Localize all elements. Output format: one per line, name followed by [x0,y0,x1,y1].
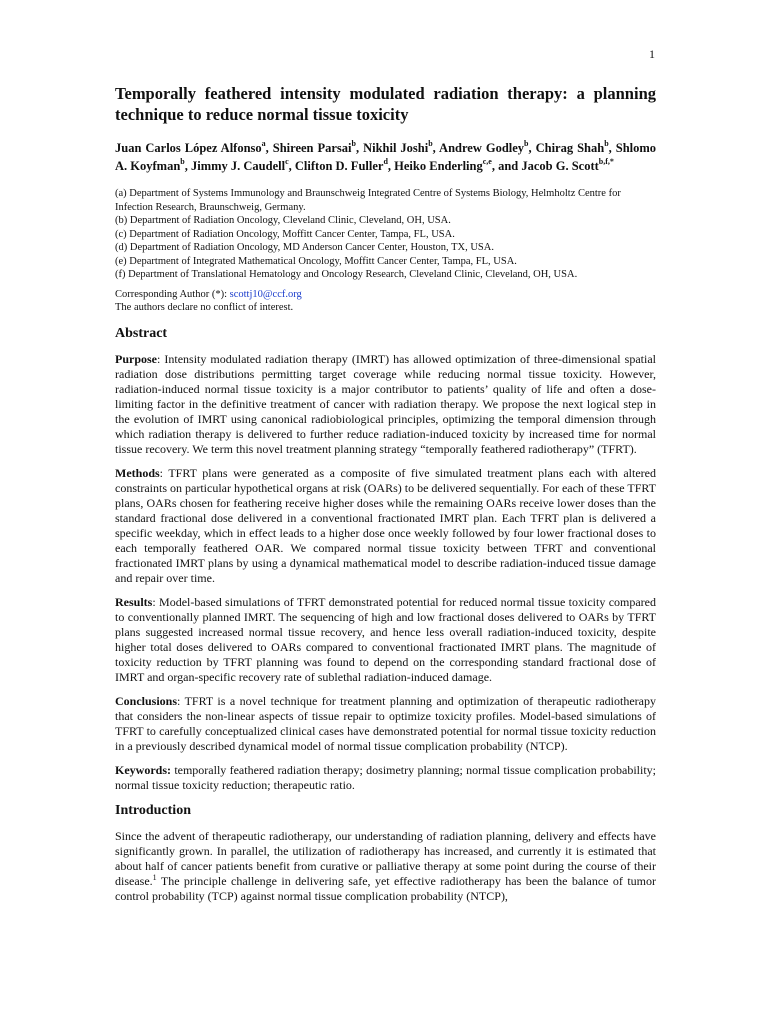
author-affiliation-mark: d [383,156,388,166]
author: Chirag Shah [535,141,605,155]
label-separator: : [152,594,160,609]
section-label: Keywords: [115,762,171,777]
affiliation-list [115,187,656,282]
corresponding-label: Corresponding Author (*): [115,288,230,300]
author: Jimmy J. Caudell [190,158,286,173]
author-affiliation-mark: b [428,139,433,148]
corresponding-info [115,288,656,315]
conflict-statement: The authors declare no conflict of interest. [115,302,294,313]
corresponding-email-link[interactable]: scottj10@ccf.org [229,288,302,300]
citation-ref[interactable]: 1 [152,872,157,882]
introduction-paragraph [115,829,656,904]
intro-text: Since the advent of therapeutic radiotherapy, our understanding of radiation planning, delivery and effects have significantly grown. In parallel, the utilization of radiotherapy has increased, and currently it is estimated that about half of cancer patients benefit from curative or palliative therapy at some point during the course of their disease. [115,828,656,888]
section-label: Results [115,594,153,609]
section-text: Intensity modulated radiation therapy (IMRT) has allowed optimization of three-dimensional spatial radiation dose distributions permitting target coverage while reducing normal tissue toxicity. However, radiation-induced normal tissue toxicity is a major contributor to patients’ quality of life and often a dose-limiting factor in the definitive treatment of cancer with radiation therapy. We propose the next logical step in the evolution of IMRT using canonical radiobiological principles, optimizing the temporal dimension through which radiation therapy is delivered to further reduce radiation-induced toxicity by increased time for normal tissue recovery. We term this novel treatment planning strategy “temporally feathered radiotherapy” (TFRT). [115,351,656,456]
affiliation: (b) Department of Radiation Oncology, Cleveland Clinic, Cleveland, OH, USA. [115,215,451,226]
section-text: TFRT is a novel technique for treatment planning and optimization of therapeutic radiotherapy that considers the non-linear aspects of tissue repair to optimize toxicity profiles. Model-based simulations of TFRT to carefully conceptualized clinical cases have demonstrated potential for normal tissue toxicity reduction in a previously described dynamical model of normal tissue complication probability (NTCP). [115,693,656,753]
author: Andrew Godley [439,141,525,155]
author: Juan Carlos López Alfonso [115,141,262,155]
author-affiliation-mark: b [524,139,529,148]
abstract-heading: Abstract [115,325,168,341]
abstract-keywords [115,763,656,793]
intro-text: The principle challenge in delivering safe, yet effective radiotherapy has been the balance of tumor control probability (TCP) against normal tissue complication probability (NTCP), [115,873,656,903]
section-label: Conclusions [115,693,178,708]
introduction-heading: Introduction [115,802,191,818]
section-label: Purpose [115,351,157,366]
author-affiliation-mark: b [351,139,356,148]
page-number: 1 [649,47,655,61]
affiliation: (c) Department of Radiation Oncology, Moffitt Cancer Center, Tampa, FL, USA. [115,228,455,240]
author: Heiko Enderling [394,158,483,173]
paper-content [115,83,656,913]
label-separator: : [157,351,165,366]
abstract-purpose [115,352,656,457]
author-affiliation-mark: b [180,156,185,166]
label-separator: : [159,465,169,480]
affiliation: (f) Department of Translational Hematology and Oncology Research, Cleveland Clinic, Cleveland, OH, USA. [115,269,578,280]
affiliation: (e) Department of Integrated Mathematical Oncology, Moffitt Cancer Center, Tampa, FL, USA. [115,255,517,267]
paper-title: Temporally feathered intensity modulated radiation therapy: a planning technique to reduce normal tissue toxicity [115,84,656,124]
author: Nikhil Joshi [363,141,429,155]
author: Shireen Parsai [272,141,352,155]
affiliation: (d) Department of Radiation Oncology, MD Anderson Cancer Center, Houston, TX, USA. [115,242,494,253]
label-separator: : [177,693,185,708]
author: Clifton D. Fuller [294,158,384,173]
author-list: Juan Carlos López Alfonso$^a$, Shireen Parsai$^b$, Nikhil Joshi$^b$, Andrew Godley$^b$, Chirag Shah$^b$, Shlomo A. Koyfman$^b$, Jimmy J. Caudell$^c$, Clifton D. Fuller$^d$, Heiko Enderling$^{c,e}$, and Jacob G. Scott$^{b,f,*}$ [115,139,657,173]
author: Shlomo A. Koyfman [115,141,657,173]
abstract-results [115,595,656,685]
author-affiliation-mark: c [285,156,289,166]
author-affiliation-mark: a [261,139,266,148]
author-affiliation-mark: b [604,139,609,148]
abstract-methods [115,466,656,586]
section-text: temporally feathered radiation therapy; dosimetry planning; normal tissue complication probability; normal tissue toxicity reduction; therapeutic ratio. [115,762,656,792]
section-text: TFRT plans were generated as a composite of five simulated treatment plans each with altered constraints on particular hypothetical organs at risk (OARs) to be delivered sequentially. For each of these TFRT plans, OARs chosen for feathering receive higher doses while the remaining OARs receive lower doses than the standard fractional dose delivered in a conventional fractionated IMRT plan. Each TFRT plan is delivered a specific weekday, which in effect leads to a higher dose once weekly followed by four lower fractional doses to each temporally feathered OAR. We compared normal tissue toxicity between TFRT and conventional fractionated IMRT plans by using a dynamical mathematical model to describe radiation-induced tissue damage and repair over time. [115,465,656,585]
section-label: Methods [115,465,160,480]
section-text: Model-based simulations of TFRT demonstrated potential for reduced normal tissue toxicity compared to conventionally planned IMRT. The sequencing of high and low fractional doses delivered to OARs by TFRT plans suggested increased normal tissue recovery, and hence less overall radiation-induced toxicity, despite higher total doses delivered to OARs compared to conventional fractionated IMRT plans. The magnitude of toxicity reduction by TFRT planning was found to depend on the corresponding standard fractional dose of IMRT and organ-specific recovery rate of sublethal radiation-induced damage. [115,594,657,684]
author: Jacob G. Scott [521,158,599,173]
abstract-conclusions [115,694,656,754]
affiliation: (a) Department of Systems Immunology and Braunschweig Integrated Centre of Systems Biology, Helmholtz Centre for Infection Research, Braunschweig, Germany. [115,188,621,213]
author-affiliation-mark: c,e [482,156,492,166]
author-affiliation-mark: b,f,* [598,156,614,166]
